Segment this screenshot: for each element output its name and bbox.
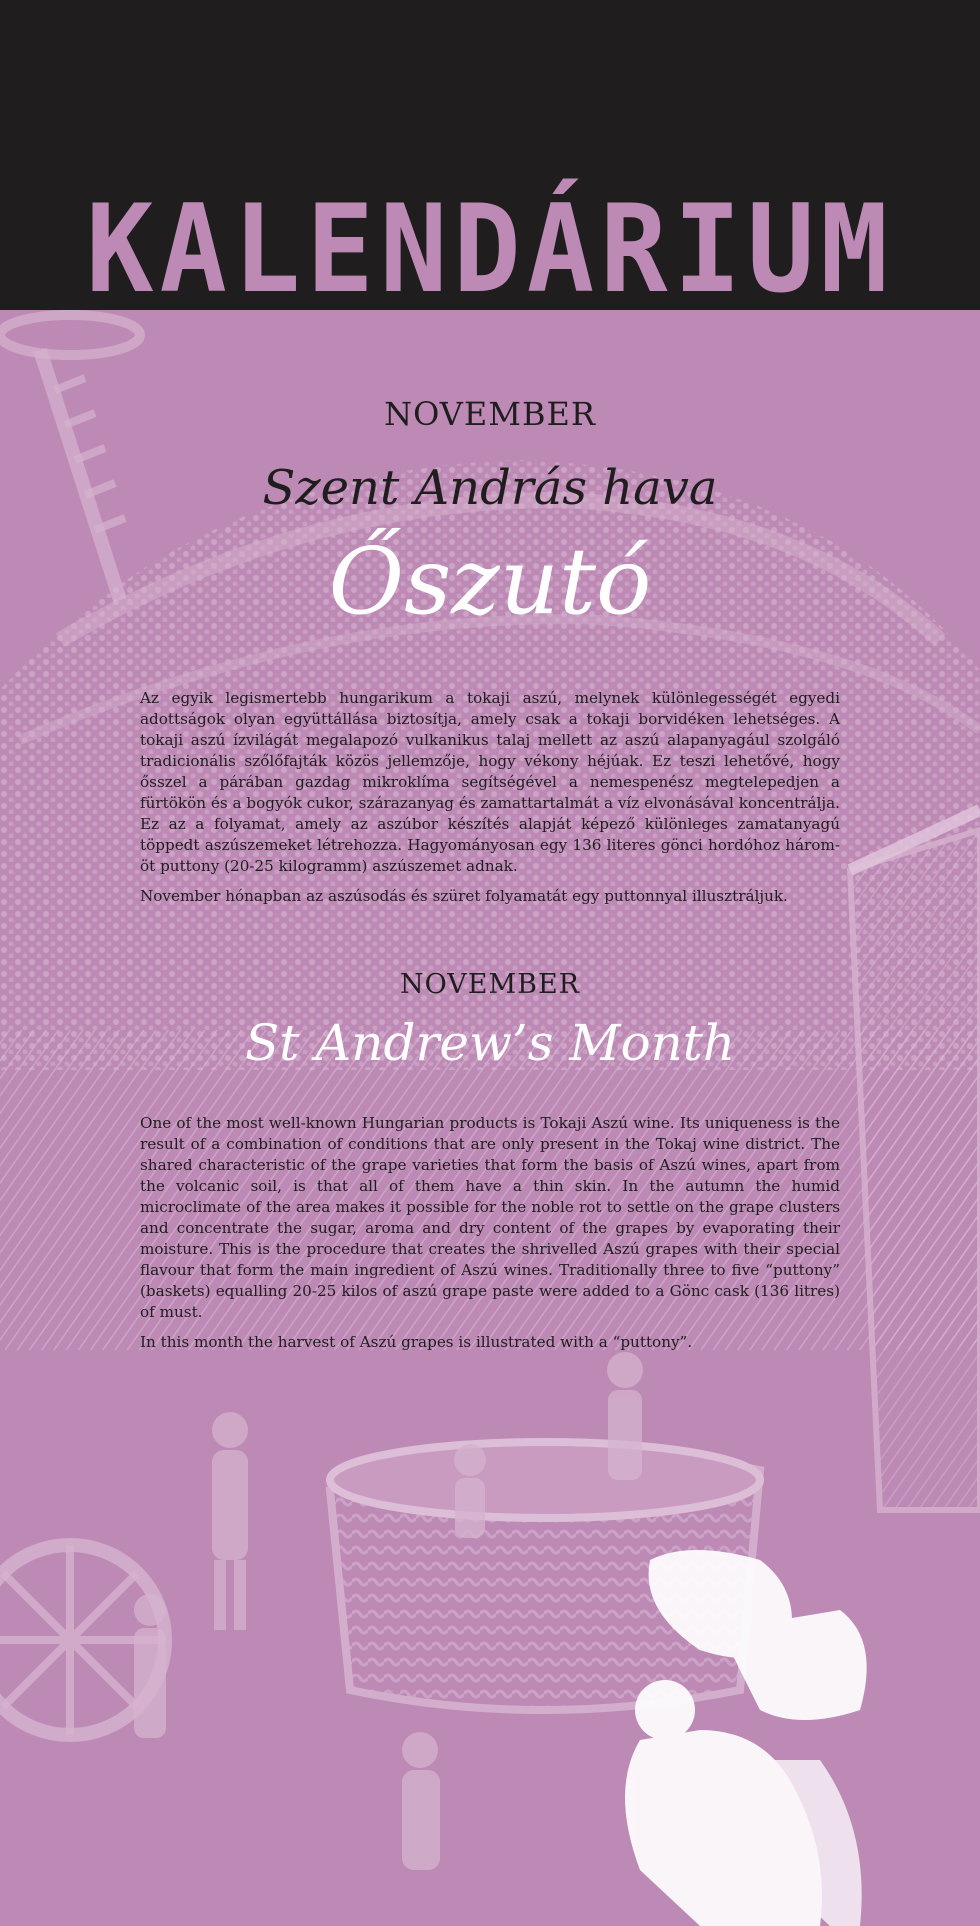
subtitle-hu: Szent András hava — [262, 460, 718, 517]
content-column — [140, 395, 840, 1351]
english-text-block — [140, 1113, 840, 1353]
note-hu: November hónapban az aszúsodás és szüret folyamatát egy puttonnyal illusztráljuk. — [140, 887, 788, 905]
paragraph-hu: Az egyik legismertebb hungarikum a tokaji aszú, melynek különlegességét egyedi adottságok olyan együttállása biztosítja, amely csak a tokaji borvidéken lehetséges. A tokaji aszú ízvilágát megalapozó vulkanikus talaj mellett az aszú alapanyagául szolgáló tradicionális szőlőfajták közös jellemzője, hogy vékony héjúak. Ez teszi lehetővé, hogy ősszel a párában gazdag mikroklíma segítségével a nemespenész megtelepedjen a fürtökön és a bogyók cukor, szárazanyag és zamattartalmát a víz elvonásával koncentrálja. Ez az a folyamat, amely az aszúbor készítés alapját képező különleges zamatanyagú töppedt aszúszemeket létrehozza. Hagyományosan egy 136 literes gönci hordóhoz három-öt puttony (20-25 kilogramm) aszúszemet adnak. — [140, 689, 840, 875]
subtitle-en: St Andrew’s Month — [244, 1014, 736, 1072]
hungarian-text-block — [140, 688, 840, 907]
masthead-title: KALENDÁRIUM — [86, 179, 894, 320]
month-heading-hu: NOVEMBER — [384, 395, 596, 433]
paragraph-en: One of the most well-known Hungarian products is Tokaji Aszú wine. Its uniqueness is the result of a combination of conditions that are only present in the Tokaj wine district. The shared characteristic of the grape varieties that form the basis of Aszú wines, apart from the volcanic soil, is that all of them have a thin skin. In the autumn the humid microclimate of the area makes it possible for the noble rot to settle on the grape clusters and concentrate the sugar, aroma and dry content of the grapes by evaporating their moisture. This is the procedure that creates the shrivelled Aszú grapes with their special flavour that form the main ingredient of Aszú wines. Traditionally three to five “puttony” (baskets) equalling 20-25 kilos of aszú grape paste were added to a Gönc cask (136 litres) of must. — [140, 1114, 840, 1321]
page-title: Őszutó — [328, 527, 652, 635]
month-heading-en: NOVEMBER — [399, 969, 581, 1000]
note-en: In this month the harvest of Aszú grapes is illustrated with a “puttony”. — [140, 1333, 693, 1351]
